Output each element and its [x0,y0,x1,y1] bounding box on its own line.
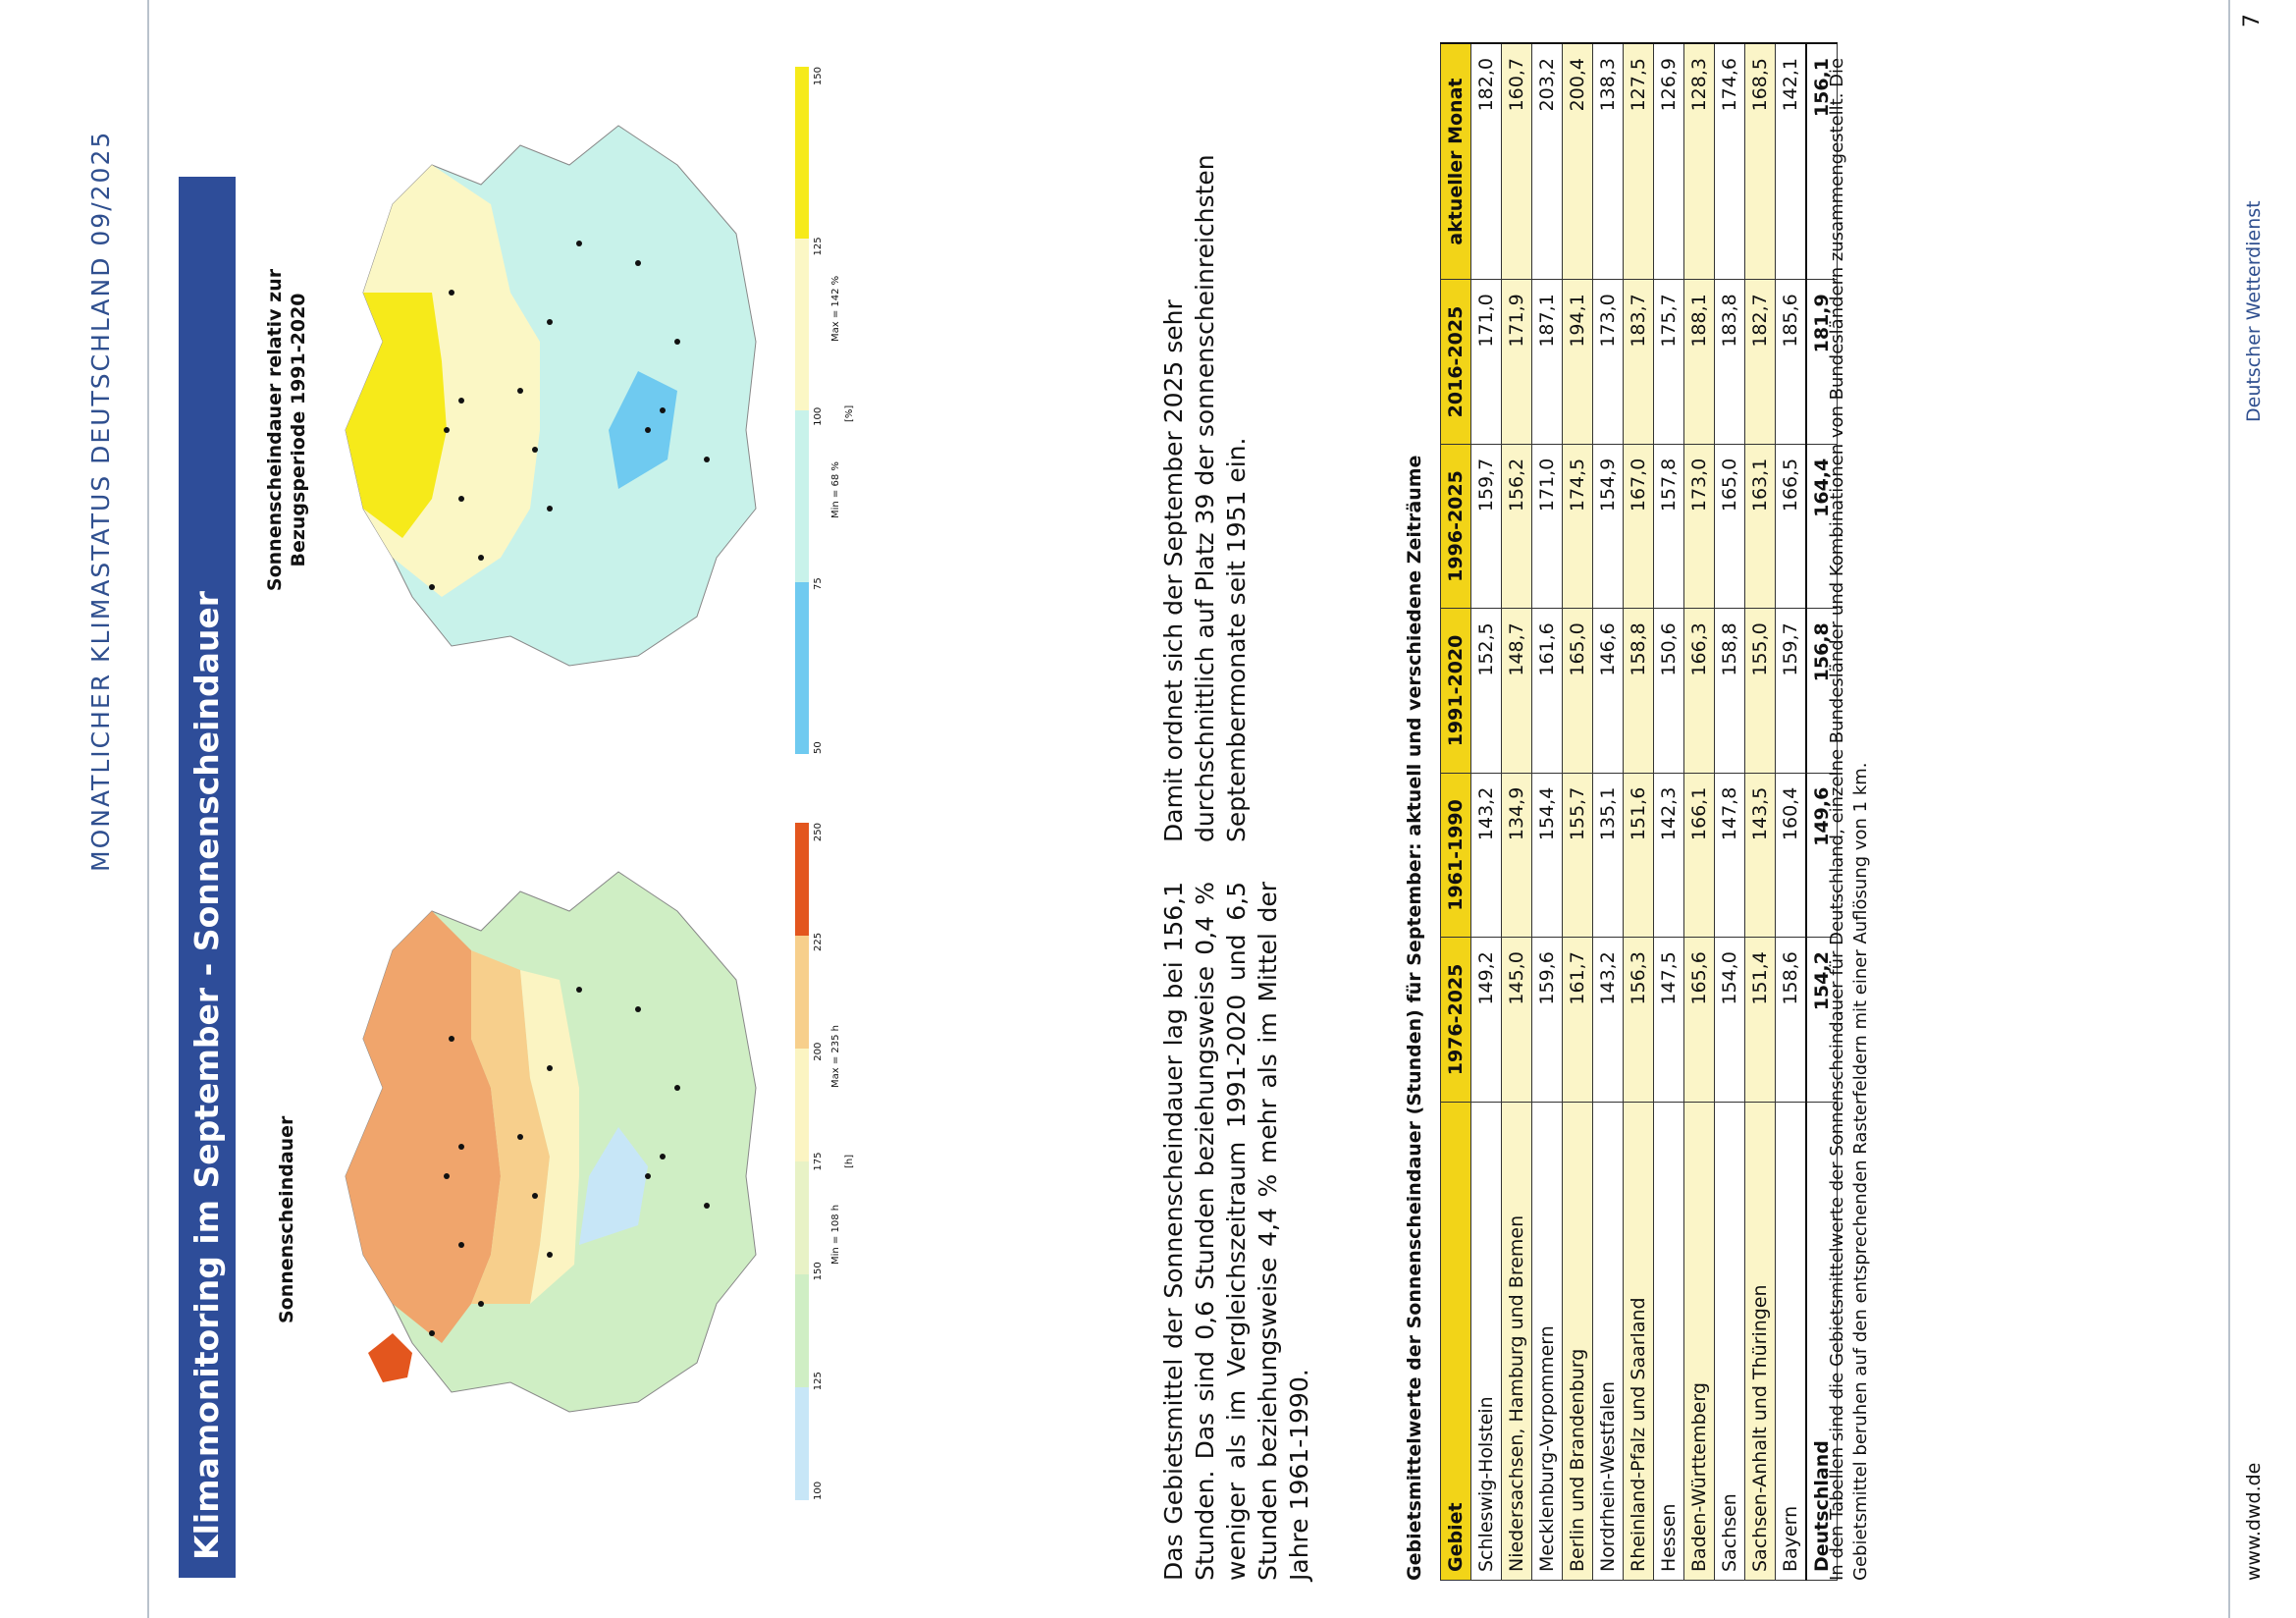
table-cell-value: 145,0 [1502,938,1532,1102]
table-cell-value: 165,0 [1563,609,1593,773]
table-cell-value: 174,6 [1715,43,1745,280]
table-cell-value: 181,9 [1806,280,1838,444]
table-header: 1996-2025 [1441,444,1471,608]
scale-max-label: Max = 235 h [830,1024,841,1088]
table-cell-value: 165,0 [1715,444,1745,608]
table-cell-value: 171,0 [1471,280,1502,444]
table-cell-value: 159,6 [1532,938,1563,1102]
page-number: 7 [2240,14,2265,27]
table-cell-value: 135,1 [1593,773,1624,937]
table-cell-value: 156,3 [1624,938,1654,1102]
table-header: 1991-2020 [1441,609,1471,773]
table-cell-value: 158,6 [1776,938,1807,1102]
table-cell-value: 157,8 [1654,444,1684,608]
table-cell-region: Baden-Württemberg [1684,1102,1715,1580]
table-cell-value: 143,5 [1745,773,1776,937]
table-cell-value: 154,9 [1593,444,1624,608]
table-cell-value: 142,1 [1776,43,1807,280]
table-cell-value: 156,8 [1806,609,1838,773]
map-left-title: Sonnenscheindauer [276,1115,297,1323]
table-cell-value: 155,0 [1745,609,1776,773]
table-cell-value: 154,0 [1715,938,1745,1102]
table-cell-value: 165,6 [1684,938,1715,1102]
sunshine-duration-colorbar [795,823,809,1500]
table-cell-value: 173,0 [1684,444,1715,608]
table-cell-value: 126,9 [1654,43,1684,280]
table-header: 1961-1990 [1441,773,1471,937]
table-caption: Gebietsmittelwerte der Sonnenscheindauer (Stunden) für September: aktuell und verschiedene Zeiträume [1404,455,1425,1581]
table-row [1745,43,1776,1581]
table-cell-value: 160,7 [1502,43,1532,280]
table-cell-value: 151,6 [1624,773,1654,937]
table-cell-value: 166,1 [1684,773,1715,937]
table-cell-region: Hessen [1654,1102,1684,1580]
table-cell-value: 138,3 [1593,43,1624,280]
scale-tick: 75 [813,577,824,590]
table-cell-value: 164,4 [1806,444,1838,608]
table-row [1624,43,1654,1581]
report-header: MONATLICHER KLIMASTATUS DEUTSCHLAND 09/2025 [86,130,115,872]
table-header-row [1441,43,1471,1581]
scale-tick: 100 [813,1481,824,1500]
table-row [1715,43,1745,1581]
table-cell-value: 167,0 [1624,444,1654,608]
table-row [1471,43,1502,1581]
table-cell-value: 155,7 [1563,773,1593,937]
sunshine-relative-map-graphic [324,67,785,754]
table-cell-value: 159,7 [1776,609,1807,773]
table-cell-region: Deutschland [1806,1102,1838,1580]
sunshine-relative-colorbar [795,67,809,754]
table-cell-value: 160,4 [1776,773,1807,937]
table-row [1532,43,1563,1581]
table-cell-value: 168,5 [1745,43,1776,280]
table-cell-region: Sachsen-Anhalt und Thüringen [1745,1102,1776,1580]
table-row [1593,43,1624,1581]
table-cell-value: 174,5 [1563,444,1593,608]
table-cell-value: 142,3 [1654,773,1684,937]
scale-max-label: Max = 142 % [830,275,841,342]
table-cell-value: 166,3 [1684,609,1715,773]
sunshine-duration-map [324,823,785,1500]
table-cell-value: 182,7 [1745,280,1776,444]
table-cell-value: 147,8 [1715,773,1745,937]
table-cell-value: 203,2 [1532,43,1563,280]
table-cell-value: 149,6 [1806,773,1838,937]
text-paragraph-right: Damit ordnet sich der September 2025 sehr durchschnittlich auf Platz 39 der sonnenscheinreichsten Septembermonate seit 1951 ein. [1159,154,1251,842]
scale-tick: 175 [813,1152,824,1171]
text-paragraph-left: Das Gebietsmittel der Sonnenscheindauer lag bei 156,1 Stunden. Das sind 0,6 Stunden beziehungsweise 0,4 % weniger als im Vergleichszeitraum 1991-2020 und 6,5 Stunden beziehungsweise 4,4 % mehr als im Mittel der Jahre 1961-1990. [1159,882,1313,1581]
table-row [1654,43,1684,1581]
table-cell-region: Rheinland-Pfalz und Saarland [1624,1102,1654,1580]
table-cell-value: 127,5 [1624,43,1654,280]
table-cell-region: Schleswig-Holstein [1471,1102,1502,1580]
table-cell-value: 171,0 [1532,444,1563,608]
table-header: Gebiet [1441,1102,1471,1580]
table-cell-value: 134,9 [1502,773,1532,937]
table-footnote: In den Tabellen sind die Gebietsmittelwerte der Sonnenscheindauer für Deutschland, einzelne Bundesländer und Kombinationen von Bundesländern zusammengestellt. Die Gebietsmittel beruhen auf den entsprechenden Rasterfeldern mit einer Auflösung von 1 km. [1827,57,1871,1581]
map-right-title: Sonnenscheindauer relativ zur Bezugsperiode 1991-2020 [264,268,309,592]
table-cell-region: Sachsen [1715,1102,1745,1580]
table-cell-value: 128,3 [1684,43,1715,280]
scale-tick: 250 [813,823,824,842]
scale-min-label: Min = 68 % [830,461,841,518]
table-cell-value: 188,1 [1684,280,1715,444]
sunshine-relative-map [324,67,785,754]
table-header: 1976-2025 [1441,938,1471,1102]
table-cell-value: 183,7 [1624,280,1654,444]
scale-min-label: Min = 108 h [830,1204,841,1265]
table-cell-value: 150,6 [1654,609,1684,773]
scale-tick: 100 [813,406,824,426]
table-cell-value: 158,8 [1715,609,1745,773]
footer-divider [2228,0,2230,1618]
table-cell-value: 185,6 [1776,280,1807,444]
table-cell-value: 175,7 [1654,280,1684,444]
table-cell-value: 156,1 [1806,43,1838,280]
table-cell-value: 161,7 [1563,938,1593,1102]
table-cell-region: Niedersachsen, Hamburg und Bremen [1502,1102,1532,1580]
scale-unit: [h] [844,1154,855,1168]
table-cell-value: 163,1 [1745,444,1776,608]
table-cell-value: 187,1 [1532,280,1563,444]
table-row [1502,43,1532,1581]
table-cell-value: 152,5 [1471,609,1502,773]
sunshine-duration-scale [795,823,874,1500]
table-row [1563,43,1593,1581]
scale-unit: [%] [844,404,855,422]
table-cell-value: 200,4 [1563,43,1593,280]
table-cell-value: 151,4 [1745,938,1776,1102]
table-cell-value: 194,1 [1563,280,1593,444]
table-cell-value: 149,2 [1471,938,1502,1102]
table-cell-region: Nordrhein-Westfalen [1593,1102,1624,1580]
table-cell-value: 156,2 [1502,444,1532,608]
section-title: Klimamonitoring im September - Sonnenscheindauer [179,177,236,1578]
table-cell-value: 171,9 [1502,280,1532,444]
table-cell-value: 154,4 [1532,773,1563,937]
table-cell-value: 147,5 [1654,938,1684,1102]
scale-tick: 50 [813,741,824,754]
table-cell-value: 148,7 [1502,609,1532,773]
table-cell-value: 146,6 [1593,609,1624,773]
table-cell-region: Bayern [1776,1102,1807,1580]
footer-website: www.dwd.de [2243,1462,2265,1581]
footer-publisher: Deutscher Wetterdienst [2243,200,2265,422]
table-cell-value: 143,2 [1471,773,1502,937]
scale-tick: 225 [813,932,824,951]
table-row [1684,43,1715,1581]
table-cell-value: 173,0 [1593,280,1624,444]
table-row [1776,43,1807,1581]
table-cell-value: 166,5 [1776,444,1807,608]
table-cell-value: 159,7 [1471,444,1502,608]
scale-tick: 200 [813,1042,824,1061]
scale-tick: 125 [813,237,824,256]
header-divider [147,0,149,1618]
table-cell-value: 182,0 [1471,43,1502,280]
table-header: 2016-2025 [1441,280,1471,444]
table-cell-region: Berlin und Brandenburg [1563,1102,1593,1580]
scale-tick: 125 [813,1372,824,1391]
scale-tick: 150 [813,67,824,86]
table-cell-value: 154,2 [1806,938,1838,1102]
sunshine-duration-map-graphic [324,823,785,1500]
scale-tick: 150 [813,1262,824,1281]
table-cell-value: 161,6 [1532,609,1563,773]
table-cell-region: Mecklenburg-Vorpommern [1532,1102,1563,1580]
table-cell-value: 143,2 [1593,938,1624,1102]
table-header: aktueller Monat [1441,43,1471,280]
table-cell-value: 183,8 [1715,280,1745,444]
table-cell-value: 158,8 [1624,609,1654,773]
sunshine-relative-scale [795,67,874,754]
sunshine-table [1440,42,1838,1581]
